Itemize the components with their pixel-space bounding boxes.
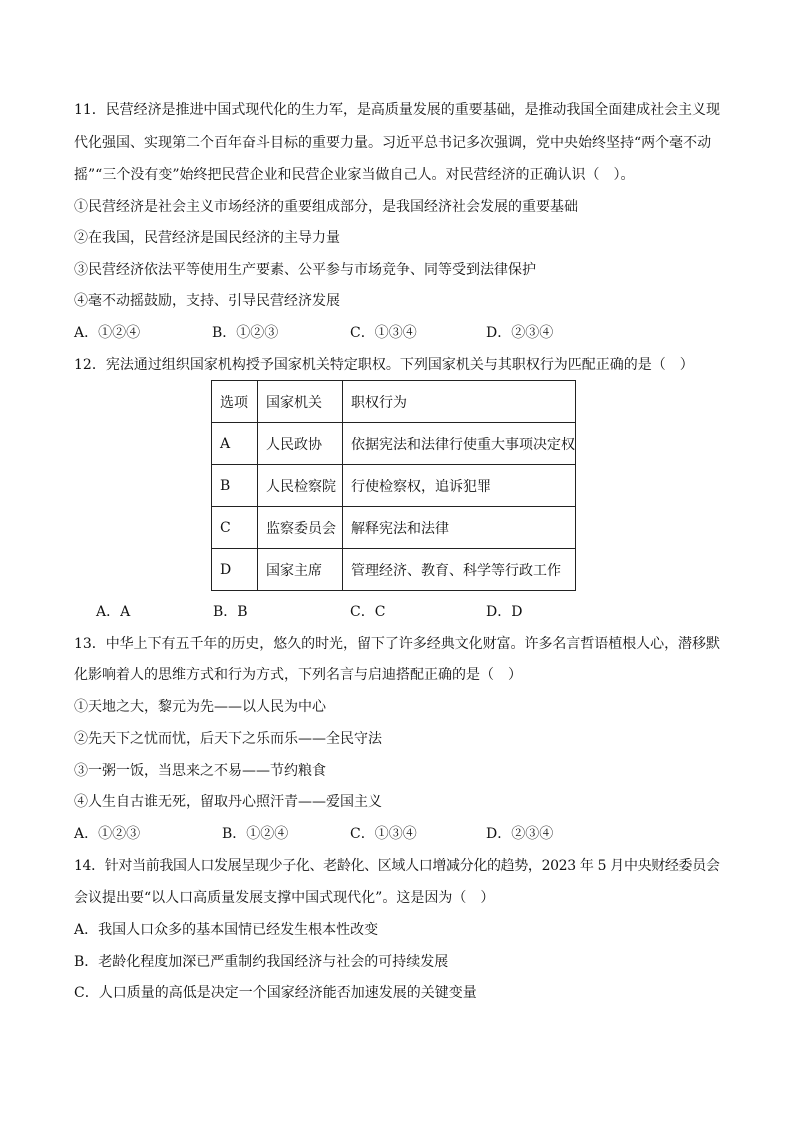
table-row [212, 549, 576, 591]
table-row [212, 465, 576, 507]
table-header-cell: 国家机关 [258, 381, 343, 423]
q13-statement-3: ③一粥一饭，当思来之不易——节约粮食 [74, 763, 326, 779]
q11-option-b: B．①②③ [212, 325, 279, 341]
q13-statement-4: ④人生自古谁无死，留取丹心照汗青——爱国主义 [74, 794, 382, 810]
q13-option-c: C．①③④ [350, 826, 417, 842]
q13-option-d: D．②③④ [486, 826, 554, 842]
q12-option-d: D．D [486, 604, 523, 620]
table-cell: 人民检察院 [258, 465, 343, 507]
q11-stem-line-3: 摇”“三个没有变”始终把民营企业和民营企业家当做自己人。对民营经济的正确认识（ ）。 [74, 167, 635, 183]
q14-option-c: C．人口质量的高低是决定一个国家经济能否加速发展的关键变量 [74, 985, 477, 1001]
q13-option-b: B．①②④ [222, 826, 289, 842]
table-cell: 管理经济、教育、科学等行政工作 [343, 549, 576, 591]
q12-stem: 12．宪法通过组织国家机构授予国家机关特定职权。下列国家机关与其职权行为匹配正确的是（ ） [74, 357, 694, 373]
q11-options [74, 323, 734, 343]
table-header-row [212, 381, 576, 423]
q12-table [211, 380, 576, 591]
q12-option-a: A．A [96, 604, 131, 620]
table-cell: C [212, 507, 258, 549]
q11-statement-2: ②在我国，民营经济是国民经济的主导力量 [74, 230, 340, 246]
q13-option-a: A．①②③ [74, 826, 141, 842]
table-row [212, 423, 576, 465]
q12-option-b: B．B [213, 604, 248, 620]
table-cell: B [212, 465, 258, 507]
q11-statement-3: ③民营经济依法平等使用生产要素、公平参与市场竞争、同等受到法律保护 [74, 262, 536, 278]
q11-option-a: A．①②④ [74, 325, 141, 341]
q13-stem-line-1: 13．中华上下有五千年的历史，悠久的时光，留下了许多经典文化财富。许多名言哲语植根人心，潜移默 [74, 636, 720, 652]
q11-statement-4: ④毫不动摇鼓励，支持、引导民营经济发展 [74, 293, 340, 309]
q12-option-c: C．C [350, 604, 386, 620]
table-row [212, 507, 576, 549]
q13-stem-line-2: 化影响着人的思维方式和行为方式，下列名言与启迪搭配正确的是（ ） [74, 667, 522, 683]
q12-options [96, 602, 756, 622]
table-cell: 解释宪法和法律 [343, 507, 576, 549]
table-cell: 国家主席 [258, 549, 343, 591]
q11-statement-1: ①民营经济是社会主义市场经济的重要组成部分，是我国经济社会发展的重要基础 [74, 199, 578, 215]
q11-stem-line-1: 11．民营经济是推进中国式现代化的生力军，是高质量发展的重要基础，是推动我国全面建成社会主义现 [74, 102, 720, 118]
q13-statement-2: ②先天下之忧而忧，后天下之乐而乐——全民守法 [74, 731, 382, 747]
q14-stem-line-1: 14．针对当前我国人口发展呈现少子化、老龄化、区域人口增减分化的趋势，2023 年 5 月中央财经委员会 [74, 858, 720, 874]
table-cell: 行使检察权，追诉犯罪 [343, 465, 576, 507]
table-header-cell: 选项 [212, 381, 258, 423]
q11-option-d: D．②③④ [486, 325, 554, 341]
q13-statement-1: ①天地之大，黎元为先——以人民为中心 [74, 699, 326, 715]
table-cell: A [212, 423, 258, 465]
q11-stem-line-2: 代化强国、实现第二个百年奋斗目标的重要力量。习近平总书记多次强调，党中央始终坚持“两个毫不动 [74, 135, 712, 151]
table-cell: 依据宪法和法律行使重大事项决定权 [343, 423, 576, 465]
table-cell: 人民政协 [258, 423, 343, 465]
q13-options [74, 824, 734, 844]
q14-option-a: A．我国人口众多的基本国情已经发生根本性改变 [74, 922, 379, 938]
q14-option-b: B．老龄化程度加深已严重制约我国经济与社会的可持续发展 [74, 954, 449, 970]
table-cell: D [212, 549, 258, 591]
table-header-cell: 职权行为 [343, 381, 576, 423]
q11-option-c: C．①③④ [350, 325, 417, 341]
table-cell: 监察委员会 [258, 507, 343, 549]
q14-stem-line-2: 会议提出要“以人口高质量发展支撑中国式现代化”。这是因为（ ） [74, 890, 495, 906]
